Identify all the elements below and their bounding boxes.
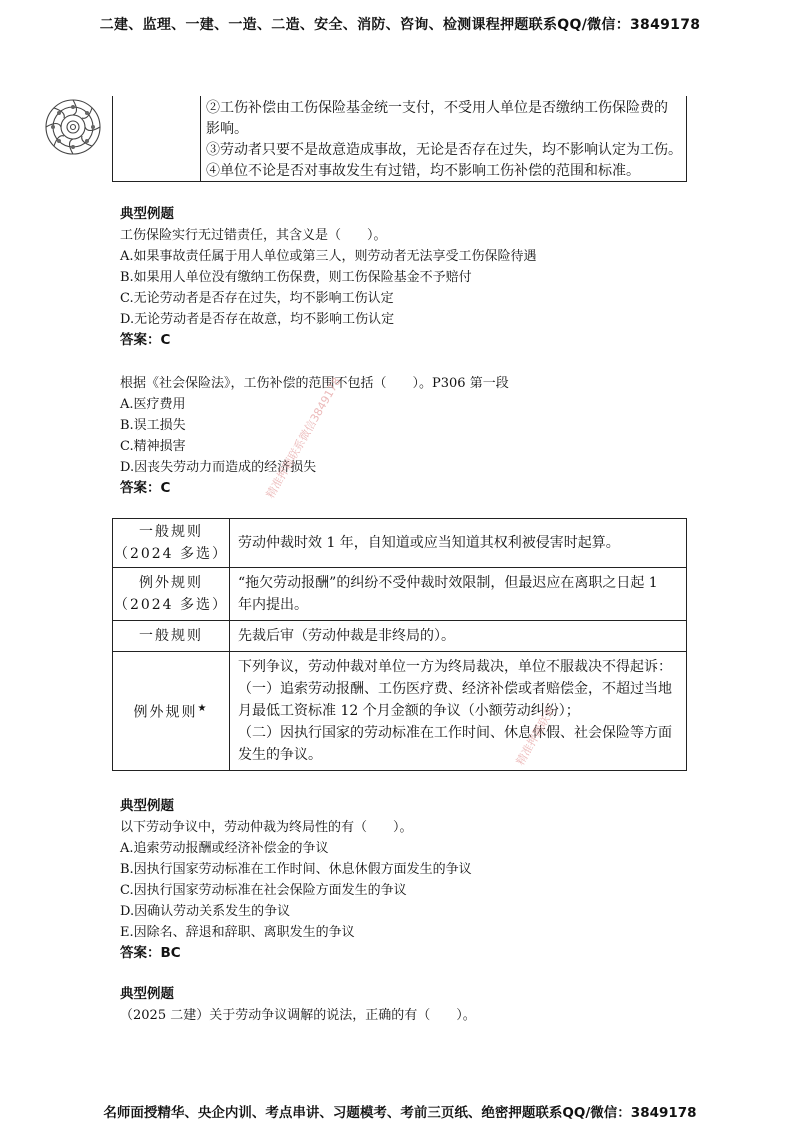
option-d: D.因丧失劳动力而造成的经济损失 [120,460,317,475]
compensation-table [112,96,687,182]
option-a: A.追索劳动报酬或经济补偿金的争议 [120,841,329,856]
page-header: 二建、监理、一建、一造、二造、安全、消防、咨询、检测课程押题联系QQ/微信：3849178 [99,17,701,33]
option-c: C.无论劳动者是否存在过失，均不影响工伤认定 [120,291,394,306]
option-b: B.如果用人单位没有缴纳工伤保费，则工伤保险基金不予赔付 [120,270,472,285]
rule-text: 下列争议，劳动仲裁对单位一方为终局裁决，单位不服裁决不得起诉： [238,659,672,675]
rule-label: 一般规则 [139,524,203,540]
rule-text-cell [230,568,687,621]
question-stem: 以下劳动争议中，劳动仲裁为终局性的有（ ）。 [120,820,413,835]
rule-text: “拖欠劳动报酬”的纠纷不受仲裁时效限制，但最迟应在离职之日起 1 [238,575,658,591]
answer: 答案：BC [120,945,181,961]
example-question-1 [120,204,537,351]
option-c: C.精神损害 [120,439,186,454]
table-row [113,652,687,771]
answer: 答案：C [120,332,171,348]
table-line: ②工伤补偿由工伤保险基金统一支付，不受用人单位是否缴纳工伤保险费的 [206,100,668,116]
option-b: B.误工损失 [120,418,186,433]
rule-text-cell [230,519,687,568]
question-stem: 根据《社会保险法》，工伤补偿的范围不包括（ ）。P306 第一段 [120,376,509,391]
section-title: 典型例题 [120,798,174,814]
rule-text-cell [230,621,687,652]
example-question-4 [120,984,476,1026]
section-title: 典型例题 [120,986,174,1002]
rule-label-cell [113,652,230,771]
option-b: B.因执行国家劳动标准在工作时间、休息休假方面发生的争议 [120,862,472,877]
rule-label-cell [113,621,230,652]
table-row [113,621,687,652]
option-d: D.因确认劳动关系发生的争议 [120,904,291,919]
question-stem: （2025 二建）关于劳动争议调解的说法，正确的有（ ）。 [120,1008,476,1023]
rule-text: 月最低工资标准 12 个月金额的争议（小额劳动纠纷）； [238,703,580,719]
rule-text: （一）追索劳动报酬、工伤医疗费、经济补偿或者赔偿金，不超过当地 [238,681,672,697]
rule-label: 例外规则 [139,575,203,591]
arbitration-rules-table [112,518,687,771]
watermark: 精准押题联系微信3849178 [263,375,344,501]
rule-label-note: （2024 多选） [113,546,229,562]
rule-text-cell [230,652,687,771]
rule-label: 一般规则 [139,628,203,644]
star-icon: ★ [197,703,209,715]
table-left-cell [113,96,201,181]
answer: 答案：C [120,480,171,496]
rule-text: 发生的争议。 [238,747,322,763]
rule-label-cell [113,568,230,621]
rule-text: （二）因执行国家的劳动标准在工作时间、休息休假、社会保险等方面 [238,725,672,741]
question-stem: 工伤保险实行无过错责任，其含义是（ ）。 [120,228,387,243]
option-d: D.无论劳动者是否存在故意，均不影响工伤认定 [120,312,395,327]
rule-text: 年内提出。 [238,597,308,613]
option-e: E.因除名、辞退和辞职、离职发生的争议 [120,925,355,940]
option-a: A.如果事故责任属于用人单位或第三人，则劳动者无法享受工伤保险待遇 [120,249,537,264]
rule-label-note: （2024 多选） [113,597,229,613]
section-title: 典型例题 [120,206,174,222]
page-footer: 名师面授精华、央企内训、考点串讲、习题模考、考前三页纸、绝密押题联系QQ/微信：3849178 [103,1105,697,1121]
table-row [113,568,687,621]
example-question-3 [120,796,472,964]
option-c: C.因执行国家劳动标准在社会保险方面发生的争议 [120,883,407,898]
table-line: 影响。 [206,121,248,137]
watermark: 精准押题联系 [513,703,558,768]
rule-label-cell [113,519,230,568]
table-line: ④单位不论是否对事故发生有过错，均不影响工伤补偿的范围和标准。 [206,163,640,179]
rule-text: 劳动仲裁时效 1 年，自知道或应当知道其权利被侵害时起算。 [238,535,620,551]
example-question-2 [120,373,509,499]
table-line: ③劳动者只要不是故意造成事故，无论是否存在过失，均不影响认定为工伤。 [206,142,682,158]
option-a: A.医疗费用 [120,397,186,412]
table-right-cell [201,96,686,181]
rule-label: 例外规则 [133,704,198,721]
rule-text: 先裁后审（劳动仲裁是非终局的）。 [238,628,455,644]
rosette-logo-icon [44,98,102,156]
table-row [113,519,687,568]
